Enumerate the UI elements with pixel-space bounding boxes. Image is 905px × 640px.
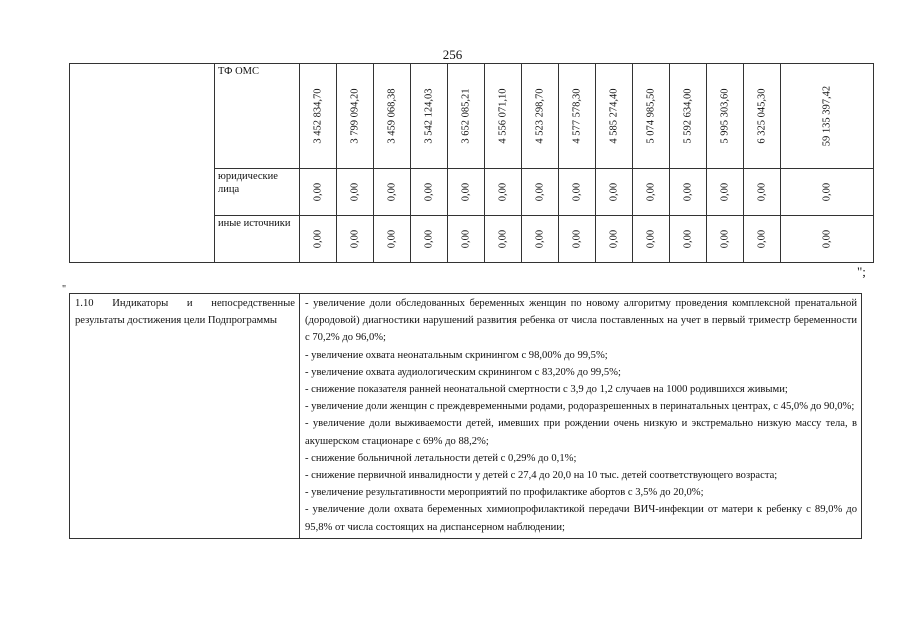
- finance-value: 3 452 834,70: [312, 88, 324, 144]
- finance-value-cell: [337, 64, 374, 169]
- finance-value-cell: [596, 216, 633, 263]
- indicator-item: - увеличение охвата неонатальным скринингом с 98,00% до 99,5%;: [305, 349, 608, 361]
- page-number: 256: [442, 47, 463, 62]
- indicator-item: - увеличение доли женщин с преждевременными родами, родоразрешенных в перинатальных центрах, с 45,0% до 90,0%;: [305, 401, 855, 413]
- finance-value: 0,00: [682, 182, 694, 202]
- finance-value-cell: [374, 64, 411, 169]
- finance-value: 0,00: [349, 229, 361, 249]
- finance-value-cell: [485, 64, 522, 169]
- finance-total-cell: [781, 169, 874, 216]
- finance-value-cell: [448, 216, 485, 263]
- finance-table: [69, 63, 874, 263]
- finance-value-cell: [596, 64, 633, 169]
- finance-value: 0,00: [386, 229, 398, 249]
- finance-total: 59 135 397,42: [821, 85, 833, 147]
- finance-value-cell: [633, 216, 670, 263]
- finance-value-cell: [300, 216, 337, 263]
- finance-value-cell: [448, 64, 485, 169]
- finance-value-cell: [670, 64, 707, 169]
- finance-value-cell: [633, 169, 670, 216]
- finance-value: 0,00: [608, 229, 620, 249]
- finance-value-cell: [485, 216, 522, 263]
- finance-value-cell: [633, 64, 670, 169]
- finance-value-cell: [448, 169, 485, 216]
- finance-total: 0,00: [821, 182, 833, 202]
- finance-value-cell: [670, 169, 707, 216]
- finance-value: 0,00: [756, 229, 768, 249]
- finance-value-cell: [744, 216, 781, 263]
- finance-value: 0,00: [312, 229, 324, 249]
- finance-value: 3 459 068,38: [386, 88, 398, 144]
- finance-value: 0,00: [645, 229, 657, 249]
- indicators-row: [70, 294, 862, 539]
- finance-total-cell: [781, 64, 874, 169]
- indicator-item: - увеличение результативности мероприятий по профилактике абортов с 3,5% до 20,0%;: [305, 487, 704, 499]
- finance-value-cell: [707, 64, 744, 169]
- finance-value: 0,00: [312, 182, 324, 202]
- finance-value: 0,00: [423, 182, 435, 202]
- finance-total: 0,00: [821, 229, 833, 249]
- finance-value-cell: [300, 169, 337, 216]
- finance-value: 4 556 071,10: [497, 88, 509, 144]
- finance-value: 0,00: [460, 182, 472, 202]
- finance-value: 0,00: [645, 182, 657, 202]
- finance-row: [70, 64, 874, 169]
- finance-value-cell: [337, 169, 374, 216]
- indicator-item: - снижение показателя ранней неонатальной смертности с 3,9 до 1,2 случаев на 1000 родившихся живыми;: [305, 384, 788, 396]
- finance-value-cell: [707, 216, 744, 263]
- finance-value: 0,00: [756, 182, 768, 202]
- finance-value: 3 652 085,21: [460, 88, 472, 144]
- finance-value: 0,00: [460, 229, 472, 249]
- finance-value: 0,00: [571, 229, 583, 249]
- finance-total-cell: [781, 216, 874, 263]
- indicator-item: - увеличение доли выживаемости детей, имевших при рождении очень низкую и экстремально низкую массу тела, в акушерском стационаре с 69% до 88,2%;: [305, 418, 857, 447]
- finance-value-cell: [522, 169, 559, 216]
- finance-value-cell: [707, 169, 744, 216]
- finance-value-cell: [596, 169, 633, 216]
- empty-cell: [70, 64, 215, 263]
- finance-value: 4 523 298,70: [534, 88, 546, 144]
- finance-value: 5 592 634,00: [682, 88, 694, 144]
- finance-value-cell: [337, 216, 374, 263]
- section-title: 1.10 Индикаторы и непосредственные результаты достижения цели Подпрограммы: [70, 294, 300, 539]
- finance-value-cell: [411, 64, 448, 169]
- finance-value-cell: [522, 64, 559, 169]
- finance-value: 0,00: [497, 182, 509, 202]
- finance-source-label: юридические лица: [215, 169, 300, 216]
- finance-value: 0,00: [571, 182, 583, 202]
- finance-value-cell: [411, 216, 448, 263]
- indicator-item: - увеличение охвата аудиологическим скринингом с 83,20% до 99,5%;: [305, 366, 621, 378]
- finance-source-label: ТФ ОМС: [215, 64, 300, 169]
- finance-value-cell: [559, 169, 596, 216]
- finance-value-cell: [559, 64, 596, 169]
- finance-value: 4 585 274,40: [608, 88, 620, 144]
- finance-value: 0,00: [534, 182, 546, 202]
- finance-value: 6 325 045,30: [756, 88, 768, 144]
- finance-value: 0,00: [682, 229, 694, 249]
- opening-quote: ": [62, 284, 67, 295]
- finance-value: 0,00: [719, 229, 731, 249]
- finance-value: 0,00: [497, 229, 509, 249]
- finance-value-cell: [522, 216, 559, 263]
- indicator-item: - увеличение доли охвата беременных химиопрофилактикой передачи ВИЧ-инфекции от матери к ребенку с 89,0% до 95,8% от числа состоящих на диспансерном наблюдении;: [305, 504, 857, 533]
- finance-value-cell: [485, 169, 522, 216]
- indicators-table: [69, 293, 862, 539]
- finance-value-cell: [670, 216, 707, 263]
- finance-value: 0,00: [608, 182, 620, 202]
- closing-quote: ";: [857, 264, 866, 279]
- finance-value: 0,00: [534, 229, 546, 249]
- finance-value-cell: [744, 64, 781, 169]
- finance-value: 4 577 578,30: [571, 88, 583, 144]
- finance-value: 3 799 094,20: [349, 88, 361, 144]
- finance-value: 0,00: [386, 182, 398, 202]
- finance-value-cell: [744, 169, 781, 216]
- finance-value: 0,00: [423, 229, 435, 249]
- finance-value-cell: [374, 216, 411, 263]
- finance-value-cell: [374, 169, 411, 216]
- finance-value: 0,00: [719, 182, 731, 202]
- indicators-list: [300, 294, 862, 539]
- finance-value-cell: [300, 64, 337, 169]
- finance-value: 5 995 303,60: [719, 88, 731, 144]
- finance-value: 5 074 985,50: [645, 88, 657, 144]
- indicator-item: - снижение больничной летальности детей с 0,29% до 0,1%;: [305, 452, 577, 464]
- finance-value: 3 542 124,03: [423, 88, 435, 144]
- finance-value: 0,00: [349, 182, 361, 202]
- indicator-item: - снижение первичной инвалидности у детей с 27,4 до 20,0 на 10 тыс. детей соответствующего возраста;: [305, 470, 778, 482]
- finance-value-cell: [559, 216, 596, 263]
- finance-source-label: иные источники: [215, 216, 300, 263]
- indicator-item: - увеличение доли обследованных беременных женщин по новому алгоритму проведения комплексной пренатальной (дородовой) диагностики нарушений развития ребенка от числа поставленных на учет в первый триместр беременности с 70,2% до 96,0%;: [305, 298, 857, 344]
- finance-value-cell: [411, 169, 448, 216]
